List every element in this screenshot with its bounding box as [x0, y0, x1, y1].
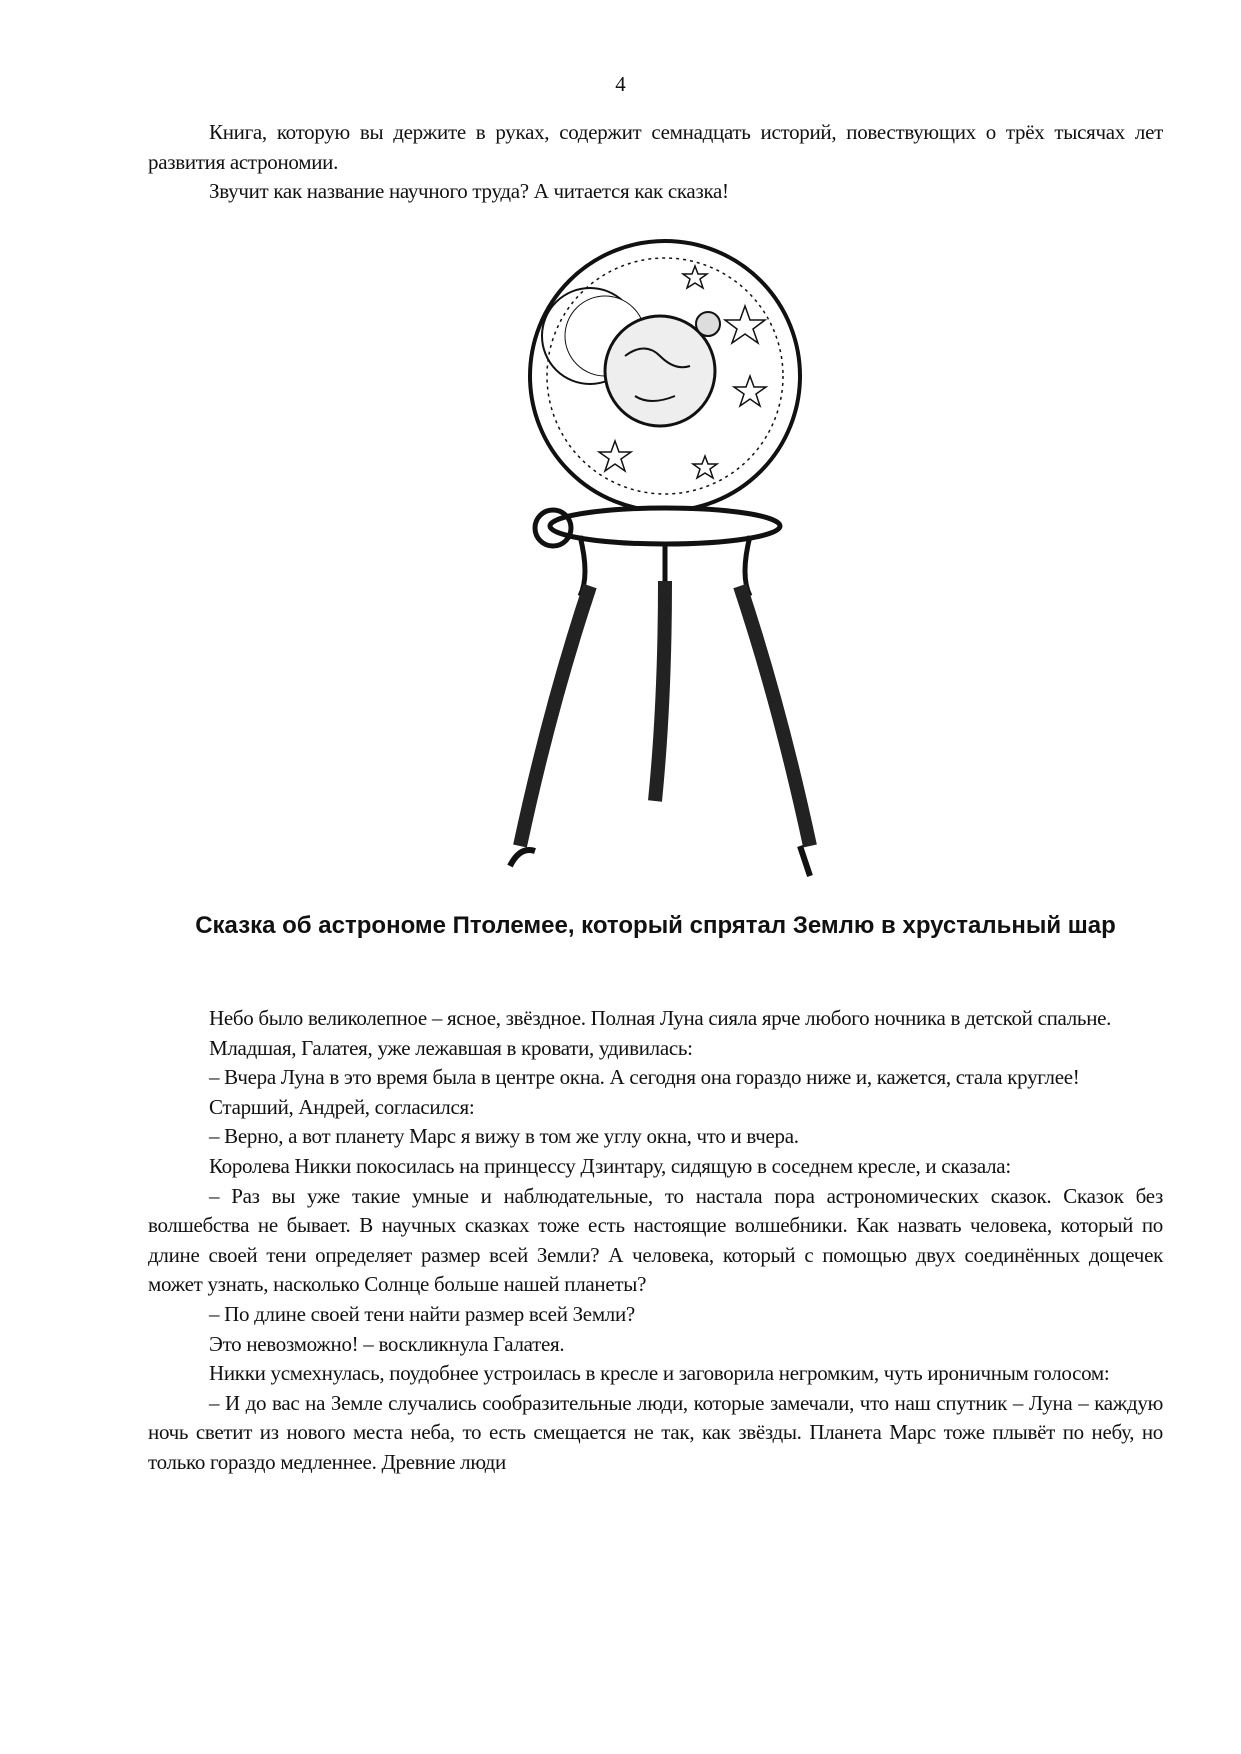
chapter-title: Сказка об астрономе Птолемее, который спрятал Землю в хрустальный шар	[195, 912, 1116, 939]
paragraph: – Раз вы уже такие умные и наблюдательные, то настала пора астрономических сказок. Сказок без волшебства не бывает. В научных сказках тоже есть настоящие волшебники. Как назвать человека, который по длине своей тени определяет размер всей Земли? А человека, который с помощью двух соединённых дощечек может узнать, насколько Солнце больше нашей планеты?	[148, 1183, 1163, 1297]
paragraph: Никки усмехнулась, поудобнее устроилась в кресле и заговорила негромким, чуть ироничным голосом:	[209, 1361, 1110, 1386]
page-number: 4	[615, 72, 626, 96]
paragraph: Звучит как название научного труда? А читается как сказка!	[209, 179, 729, 204]
body-text	[148, 1004, 1163, 1478]
paragraph: Королева Никки покосилась на принцессу Дзинтару, сидящую в соседнем кресле, и сказала:	[209, 1153, 1011, 1178]
paragraph: – Вчера Луна в это время была в центре окна. А сегодня она гораздо ниже и, кажется, стала круглее!	[209, 1065, 1080, 1090]
crystal-ball-illustration	[495, 226, 835, 886]
paragraph: – И до вас на Земле случались сообразительные люди, которые замечали, что наш спутник – Луна – каждую ночь светит из нового места неба, то есть смещается не так, как звёзды. Планета Марс тоже плывёт по небу, но только гораздо медленнее. Древние люди	[148, 1390, 1163, 1474]
paragraph: Небо было великолепное – ясное, звёздное. Полная Луна сияла ярче любого ночника в детской спальне.	[209, 1006, 1112, 1030]
paragraph: – По длине своей тени найти размер всей Земли?	[209, 1301, 635, 1326]
paragraph: Это невозможно! – воскликнула Галатея.	[209, 1331, 565, 1356]
paragraph: Книга, которую вы держите в руках, содержит семнадцать историй, повествующих о трёх тысячах лет развития астрономии.	[148, 120, 1163, 174]
paragraph: Старший, Андрей, согласился:	[209, 1094, 475, 1119]
intro-text	[148, 118, 1163, 207]
paragraph: – Верно, а вот планету Марс я вижу в том же углу окна, что и вчера.	[209, 1124, 799, 1149]
paragraph: Младшая, Галатея, уже лежавшая в кровати, удивилась:	[209, 1035, 693, 1060]
